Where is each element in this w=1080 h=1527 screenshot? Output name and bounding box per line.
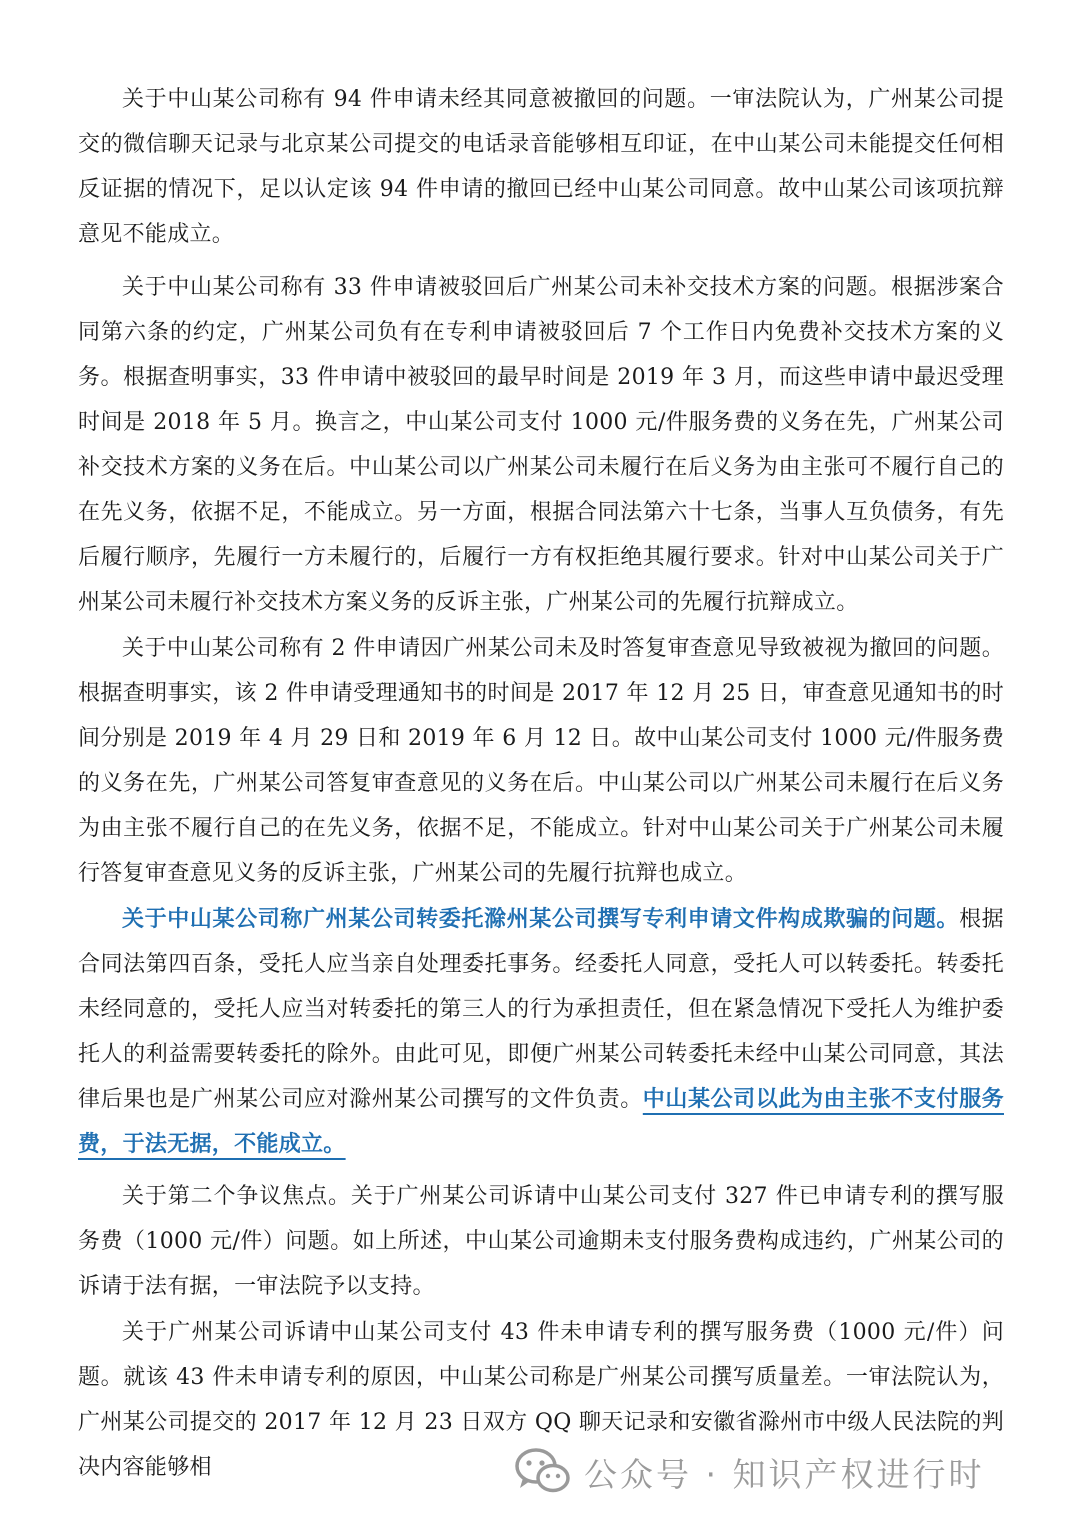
paragraph-3: 关于中山某公司称有 2 件申请因广州某公司未及时答复审查意见导致被视为撤回的问题。根据查明事实，该 2 件申请受理通知书的时间是 2017 年 12 月 25 日，审查意见通知书的时间分别是 2019 年 4 月 29 日和 2019 年 6 月 12 日。故中山某公司支付 1000 元/件服务费的义务在先，广州某公司答复审查意见的义务在后。中山某公司以广州某公司未履行在后义务为由主张不履行自己的在先义务，依据不足，不能成立。针对中山某公司关于广州某公司未履行答复审查意见义务的反诉主张，广州某公司的先履行抗辩也成立。 <box>78 636 1004 886</box>
highlighted-conclusion: 中山某公司以此为由主张不支付服务费，于法无据，不能成立。 <box>78 1086 1004 1157</box>
paragraph-4 <box>78 897 1004 1167</box>
paragraph-2: 关于中山某公司称有 33 件申请被驳回后广州某公司未补交技术方案的问题。根据涉案合同第六条的约定，广州某公司负有在专利申请被驳回后 7 个工作日内免费补交技术方案的义务。根据查明事实，33 件申请中被驳回的最早时间是 2019 年 3 月，而这些申请中最迟受理时间是 2018 年 5 月。换言之，中山某公司支付 1000 元/件服务费的义务在先，广州某公司补交技术方案的义务在后。中山某公司以广州某公司未履行在后义务为由主张可不履行自己的在先义务，依据不足，不能成立。另一方面，根据合同法第六十七条，当事人互负债务，有先后履行顺序，先履行一方未履行的，后履行一方有权拒绝其履行要求。针对中山某公司关于广州某公司未履行补交技术方案义务的反诉主张，广州某公司的先履行抗辩成立。 <box>78 275 1004 615</box>
paragraph-6: 关于广州某公司诉请中山某公司支付 43 件未申请专利的撰写服务费（1000 元/件）问题。就该 43 件未申请专利的原因，中山某公司称是广州某公司撰写质量差。一审法院认为，广州某公司提交的 2017 年 12 月 23 日双方 QQ 聊天记录和安徽省滁州市中级人民法院的判决内容能够相 <box>78 1320 1004 1480</box>
wechat-icon <box>514 1446 572 1498</box>
watermark <box>514 1442 984 1502</box>
paragraph-1: 关于中山某公司称有 94 件申请未经其同意被撤回的问题。一审法院认为，广州某公司提交的微信聊天记录与北京某公司提交的电话录音能够相互印证，在中山某公司未能提交任何相反证据的情况下，足以认定该 94 件申请的撤回已经中山某公司同意。故中山某公司该项抗辩意见不能成立。 <box>78 87 1004 247</box>
watermark-text: 公众号 · 知识产权进行时 <box>584 1454 985 1494</box>
highlighted-heading: 关于中山某公司称广州某公司转委托滁州某公司撰写专利申请文件构成欺骗的问题。 <box>122 906 960 932</box>
paragraph-4-body: 根据合同法第四百条，受托人应当亲自处理委托事务。经委托人同意，受托人可以转委托。转委托未经同意的，受托人应当对转委托的第三人的行为承担责任，但在紧急情况下受托人为维护委托人的利益需要转委托的除外。由此可见，即便广州某公司转委托未经中山某公司同意，其法律后果也是广州某公司应对滁州某公司撰写的文件负责。 <box>78 907 1004 1112</box>
paragraph-5: 关于第二个争议焦点。关于广州某公司诉请中山某公司支付 327 件已申请专利的撰写服务费（1000 元/件）问题。如上所述，中山某公司逾期未支付服务费构成违约，广州某公司的诉请于法有据，一审法院予以支持。 <box>78 1184 1004 1299</box>
